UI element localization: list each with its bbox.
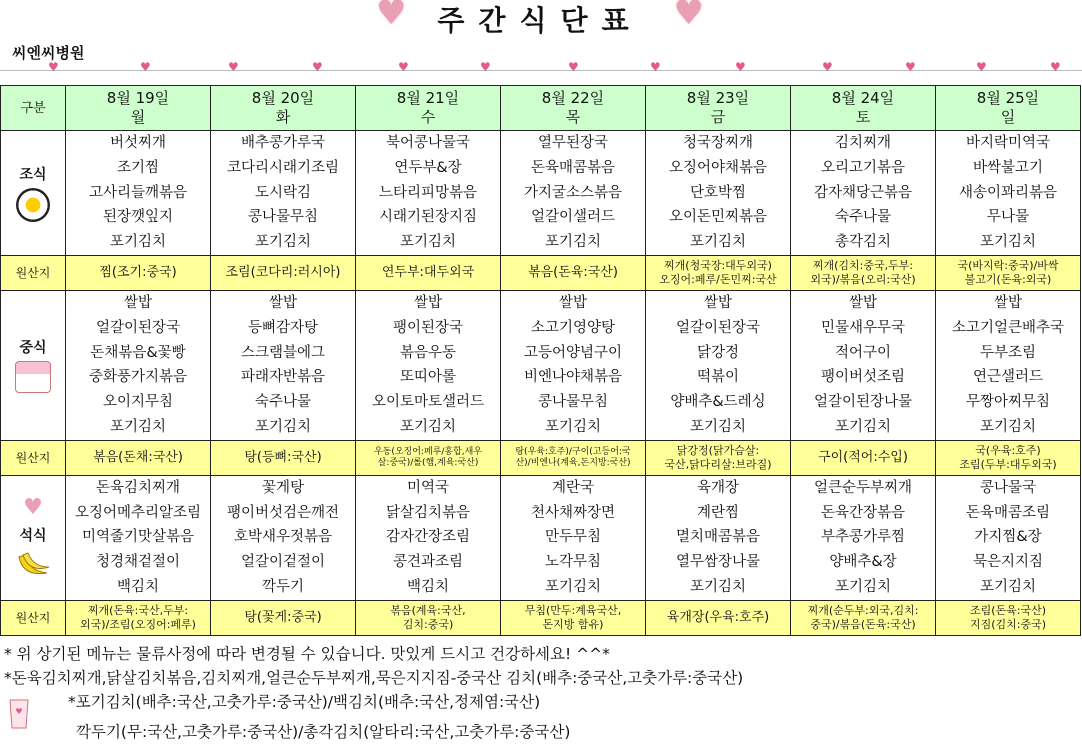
origin-line: 탕(꽃게:중국) [244, 609, 322, 625]
menu-item: 돈육간장볶음 [820, 504, 906, 521]
menu-item: 멸치매콤볶음 [675, 529, 761, 546]
menu-item: 중화풍가지볶음 [88, 369, 188, 386]
dinner-cell [356, 475, 501, 600]
breakfast-label-cell [1, 131, 66, 256]
dinner-cell [936, 475, 1081, 600]
origin-cell [66, 256, 211, 291]
origin-line: 국(우육:호주) [975, 443, 1041, 457]
hospital-name: 씨엔씨병원 [12, 44, 85, 62]
menu-item: 미역국 [406, 479, 450, 496]
origin-line: 지짐(김치:중국) [969, 617, 1047, 631]
heart-icon: ♥ [480, 60, 491, 74]
menu-item: 바싹불고기 [972, 159, 1044, 176]
origin-cell [66, 600, 211, 635]
header-row [1, 86, 1081, 131]
menu-item: 무짱아찌무침 [965, 394, 1051, 411]
menu-item: 포기김치 [399, 418, 457, 435]
menu-item: 노각무침 [544, 554, 602, 571]
menu-item: 김치찌개 [834, 135, 892, 151]
dinner-cell [791, 475, 936, 600]
origin-line: 조림(돈육:국산) [969, 603, 1047, 617]
dinner-origin-row [1, 600, 1081, 635]
menu-item: 부추콩가루찜 [820, 529, 906, 546]
origin-label: 원산지 [1, 256, 66, 291]
day-date: 8월 21일 [396, 89, 460, 107]
menu-item: 북어콩나물국 [385, 135, 471, 151]
day-weekday: 수 [420, 108, 436, 126]
menu-item: 얼갈이된장나물 [813, 394, 913, 411]
dinner-cell [501, 475, 646, 600]
menu-item: 콩견과조림 [392, 554, 464, 571]
menu-item: 콩나물무침 [537, 394, 609, 411]
menu-item: 팽이버섯조림 [820, 369, 906, 386]
heart-icon: ♥ [1050, 60, 1061, 74]
day-date: 8월 25일 [976, 89, 1040, 107]
heart-icon: ♥ [398, 60, 409, 74]
menu-item: 오징어메추리알조림 [74, 504, 202, 521]
origin-cell [211, 600, 356, 635]
menu-item: 열무된장국 [537, 135, 609, 151]
day-date: 8월 23일 [686, 89, 750, 107]
origin-line: 탕(등뼈:국산) [244, 449, 322, 465]
lunch-label-cell [1, 291, 66, 441]
origin-line: 육개장(우육:호주) [666, 609, 770, 625]
origin-cell [646, 600, 791, 635]
menu-item: 코다리시래기조림 [226, 159, 340, 176]
menu-item: 닭강정 [696, 344, 740, 361]
menu-item: 총각김치 [834, 234, 892, 251]
origin-line: 볶음(돈육:국산) [528, 265, 618, 280]
origin-cell [66, 440, 211, 475]
menu-item: 꽃게탕 [261, 479, 305, 496]
note-line: *포기김치(배추:국산,고춧가루:중국산)/백김치(배추:국산,정제염:국산) [68, 693, 541, 711]
menu-item: 포기김치 [689, 418, 747, 435]
menu-item: 포기김치 [109, 418, 167, 435]
menu-item: 포기김치 [689, 234, 747, 251]
heart-icon: ♥ [228, 60, 239, 74]
menu-item: 쌀밥 [993, 295, 1022, 311]
breakfast-cell [66, 131, 211, 256]
menu-item: 무나물 [986, 209, 1030, 226]
origin-line: 조림(두부:대두외국) [959, 457, 1057, 471]
menu-item: 가지굴소스볶음 [523, 184, 623, 201]
menu-item: 얼갈이겉절이 [240, 554, 326, 571]
menu-item: 포기김치 [254, 234, 312, 251]
menu-item: 만두무침 [544, 529, 602, 546]
menu-item: 가지찜&장 [974, 529, 1042, 546]
note-line: 깍두기(무:국산,고춧가루:중국산)/총각김치(알타리:국산,고춧가루:중국산) [76, 723, 571, 741]
origin-line: 찌개(청국장:대두외국) [664, 259, 772, 272]
menu-item: 포기김치 [834, 418, 892, 435]
day-header [211, 86, 356, 131]
origin-line: 국산,닭다리살:브라질) [664, 457, 772, 471]
origin-line: 외국)/조림(오징어:페루) [80, 617, 196, 631]
menu-item: 소고기영양탕 [530, 319, 616, 336]
heart-icon: ♥ [23, 494, 43, 520]
menu-item: 팽이된장국 [392, 319, 464, 336]
origin-line: 불고기(돈육:외국) [964, 273, 1052, 286]
heart-icon: ♥ [312, 60, 323, 74]
origin-cell [211, 440, 356, 475]
menu-item: 얼큰순두부찌개 [813, 479, 913, 496]
note-line: *돈육김치찌개,닭살김치볶음,김치찌개,얼큰순두부찌개,묵은지지짐-중국산 김치(배추:중국산,고춧가루:중국산) [4, 669, 744, 687]
heart-icon: ♥ [650, 60, 661, 74]
origin-cell [936, 440, 1081, 475]
lunch-cell [356, 291, 501, 441]
origin-label: 원산지 [1, 600, 66, 635]
dinner-label-cell [1, 475, 66, 600]
heart-icon: ♥ [568, 60, 579, 74]
origin-label: 원산지 [1, 440, 66, 475]
day-weekday: 월 [130, 108, 146, 126]
lunch-cell [211, 291, 356, 441]
origin-line: 찜(조기:중국) [99, 265, 177, 280]
menu-item: 새송이꽈리볶음 [958, 184, 1058, 201]
menu-item: 조기찜 [116, 159, 160, 176]
dinner-cell [646, 475, 791, 600]
heart-icon: ♥ [140, 60, 151, 74]
cup-icon [4, 694, 34, 734]
origin-cell [356, 256, 501, 291]
menu-item: 쌀밥 [123, 295, 152, 311]
heart-icon: ♥ [905, 60, 916, 74]
day-header [936, 86, 1081, 131]
menu-item: 바지락미역국 [965, 135, 1051, 151]
menu-item: 비엔나야채볶음 [523, 369, 623, 386]
origin-cell [791, 256, 936, 291]
day-header [501, 86, 646, 131]
menu-item: 포기김치 [399, 234, 457, 251]
lunch-origin-row [1, 440, 1081, 475]
breakfast-cell [501, 131, 646, 256]
menu-item: 양배추&드레싱 [670, 394, 766, 411]
breakfast-cell [791, 131, 936, 256]
heart-icon: ♥ [376, 0, 407, 33]
breakfast-origin-row [1, 256, 1081, 291]
menu-item: 쌀밥 [848, 295, 877, 311]
cake-icon [15, 361, 51, 393]
origin-line: 구이(적어:수입) [818, 449, 908, 465]
banana-icon [15, 549, 51, 579]
menu-item: 백김치 [116, 578, 160, 595]
menu-item: 쌀밥 [413, 295, 442, 311]
menu-item: 등뼈감자탕 [247, 319, 319, 336]
origin-cell [936, 256, 1081, 291]
origin-line: 김치:중국) [402, 617, 454, 631]
menu-item: 청경채겉절이 [95, 554, 181, 571]
menu-item: 느타리피망볶음 [378, 184, 478, 201]
menu-item: 콩나물국 [979, 479, 1037, 496]
dinner-row [1, 475, 1081, 600]
svg-text:♥: ♥ [15, 707, 23, 716]
menu-item: 돈채볶음&꽃빵 [90, 344, 186, 361]
day-weekday: 금 [710, 108, 726, 126]
menu-item: 포기김치 [544, 234, 602, 251]
menu-item: 열무쌈장나물 [675, 554, 761, 571]
menu-item: 두부조림 [979, 344, 1037, 361]
heart-icon: ♥ [976, 60, 987, 74]
breakfast-cell [936, 131, 1081, 256]
origin-line: 산)/비엔나(계육,돈지방:국산) [515, 457, 631, 468]
origin-cell [501, 440, 646, 475]
origin-cell [501, 600, 646, 635]
origin-cell [356, 600, 501, 635]
origin-line: 연두부:대두외국 [381, 265, 475, 280]
origin-cell [501, 256, 646, 291]
menu-item: 볶음우동 [399, 344, 457, 361]
menu-item: 연근샐러드 [972, 369, 1044, 386]
menu-item: 단호박찜 [689, 184, 747, 201]
menu-item: 얼갈이된장국 [675, 319, 761, 336]
menu-item: 얼갈이샐러드 [530, 209, 616, 226]
menu-item: 포기김치 [544, 418, 602, 435]
menu-item: 깍두기 [261, 578, 305, 595]
menu-item: 팽이버섯검은깨전 [226, 504, 340, 521]
menu-item: 숙주나물 [834, 209, 892, 226]
menu-item: 시래기된장지짐 [378, 209, 478, 226]
menu-item: 스크램블에그 [240, 344, 326, 361]
lunch-cell [501, 291, 646, 441]
origin-line: 찌개(순두부:외국,김치: [807, 603, 919, 617]
menu-item: 포기김치 [544, 578, 602, 595]
menu-item: 포기김치 [979, 578, 1037, 595]
origin-line: 오징어:페루/돈민찌:국산 [659, 273, 777, 286]
menu-item: 적어구이 [834, 344, 892, 361]
menu-item: 포기김치 [979, 234, 1037, 251]
menu-item: 쌀밥 [558, 295, 587, 311]
day-header [791, 86, 936, 131]
menu-item: 호박새우젓볶음 [233, 529, 333, 546]
breakfast-row [1, 131, 1081, 256]
day-weekday: 화 [275, 108, 291, 126]
header-label: 구분 [1, 86, 66, 131]
menu-item: 닭살김치볶음 [385, 504, 471, 521]
day-date: 8월 19일 [106, 89, 170, 107]
menu-item: 돈육매콤조림 [965, 504, 1051, 521]
origin-cell [211, 256, 356, 291]
origin-cell [356, 440, 501, 475]
menu-item: 고사리들깨볶음 [88, 184, 188, 201]
menu-item: 고등어양념구이 [523, 344, 623, 361]
note-line: * 위 상기된 메뉴는 물류사정에 따라 변경될 수 있습니다. 맛있게 드시고 건강하세요! ^^* [4, 645, 610, 663]
origin-line: 무침(만두:계육국산, [524, 603, 622, 617]
menu-item: 콩나물무침 [247, 209, 319, 226]
menu-item: 오이돈민찌볶음 [668, 209, 768, 226]
lunch-cell [791, 291, 936, 441]
menu-item: 돈육김치찌개 [95, 479, 181, 496]
dinner-label: 석식 [19, 527, 47, 544]
page-title: 주간식단표 [437, 4, 643, 37]
heart-divider [0, 60, 1082, 76]
breakfast-cell [356, 131, 501, 256]
menu-item: 청국장찌개 [682, 135, 754, 151]
origin-line: 닭강정(닭가슴살: [676, 443, 760, 457]
breakfast-label: 조식 [19, 167, 47, 183]
origin-line: 볶음(계육:국산, [390, 603, 466, 617]
menu-item: 숙주나물 [254, 394, 312, 411]
weekly-menu-table [0, 85, 1081, 636]
day-date: 8월 20일 [251, 89, 315, 107]
menu-item: 된장깻잎지 [102, 209, 174, 226]
heart-icon: ♥ [48, 60, 59, 74]
breakfast-cell [646, 131, 791, 256]
menu-item: 포기김치 [979, 418, 1037, 435]
dinner-cell [66, 475, 211, 600]
menu-item: 돈육매콤볶음 [530, 159, 616, 176]
menu-item: 오징어야채볶음 [668, 159, 768, 176]
origin-line: 조림(코다리:러시아) [225, 265, 341, 280]
day-date: 8월 24일 [831, 89, 895, 107]
menu-item: 묵은지지짐 [972, 554, 1044, 571]
origin-line: 볶음(돈채:국산) [93, 449, 183, 465]
origin-cell [791, 440, 936, 475]
day-header [646, 86, 791, 131]
menu-item: 도시락김 [254, 184, 312, 201]
origin-line: 우동(오징어:페루/홍합,새우 [373, 446, 483, 457]
origin-line: 탕(우육:호주)/구이(고등어:국 [515, 446, 631, 457]
menu-item: 오이토마토샐러드 [371, 394, 485, 411]
day-date: 8월 22일 [541, 89, 605, 107]
day-weekday: 토 [855, 108, 871, 126]
menu-item: 쌀밥 [703, 295, 732, 311]
menu-item: 포기김치 [834, 578, 892, 595]
menu-item: 포기김치 [109, 234, 167, 251]
menu-item: 계란국 [551, 479, 595, 496]
day-header [66, 86, 211, 131]
menu-item: 미역줄기맛살볶음 [81, 529, 195, 546]
lunch-row [1, 291, 1081, 441]
menu-item: 민물새우무국 [820, 319, 906, 336]
origin-line: 국(바지락:중국)/바싹 [957, 259, 1059, 272]
lunch-cell [66, 291, 211, 441]
breakfast-cell [211, 131, 356, 256]
origin-line: 외국)/볶음(오리:국산) [810, 273, 916, 286]
origin-line: 돈지방 함유) [542, 617, 604, 631]
menu-item: 연두부&장 [394, 159, 462, 176]
heart-icon: ♥ [673, 0, 704, 33]
day-header [356, 86, 501, 131]
menu-item: 오리고기볶음 [820, 159, 906, 176]
menu-item: 배추콩가루국 [240, 135, 326, 151]
origin-cell [646, 256, 791, 291]
menu-item: 백김치 [406, 578, 450, 595]
menu-item: 천사채짜장면 [530, 504, 616, 521]
origin-line: 살:중국)/롤(햄,계육:국산) [377, 457, 479, 468]
fried-egg-icon [16, 188, 50, 222]
heart-icon: ♥ [735, 60, 746, 74]
menu-item: 쌀밥 [268, 295, 297, 311]
origin-line: 찌개(돈육:국산,두부: [87, 603, 189, 617]
lunch-cell [646, 291, 791, 441]
menu-item: 또띠아롤 [399, 369, 457, 386]
menu-item: 소고기얼큰배추국 [951, 319, 1065, 336]
menu-item: 떡볶이 [696, 369, 740, 386]
menu-item: 감자채당근볶음 [813, 184, 913, 201]
menu-item: 버섯찌개 [109, 135, 167, 151]
origin-line: 찌개(김치:중국,두부: [812, 259, 914, 272]
menu-item: 육개장 [696, 479, 740, 496]
heart-icon: ♥ [822, 60, 833, 74]
origin-cell [646, 440, 791, 475]
menu-item: 오이지무침 [102, 394, 174, 411]
dinner-cell [211, 475, 356, 600]
menu-item: 계란찜 [696, 504, 740, 521]
menu-item: 얼갈이된장국 [95, 319, 181, 336]
origin-line: 중국)/볶음(돈육:국산) [810, 617, 916, 631]
lunch-label: 중식 [19, 340, 47, 357]
title-banner [370, 0, 710, 38]
menu-item: 포기김치 [689, 578, 747, 595]
lunch-cell [936, 291, 1081, 441]
menu-item: 양배추&장 [829, 554, 897, 571]
origin-cell [936, 600, 1081, 635]
menu-item: 감자간장조림 [385, 529, 471, 546]
origin-cell [791, 600, 936, 635]
menu-item: 파래자반볶음 [240, 369, 326, 386]
day-weekday: 목 [565, 108, 581, 126]
day-weekday: 일 [1000, 108, 1016, 126]
menu-item: 포기김치 [254, 418, 312, 435]
